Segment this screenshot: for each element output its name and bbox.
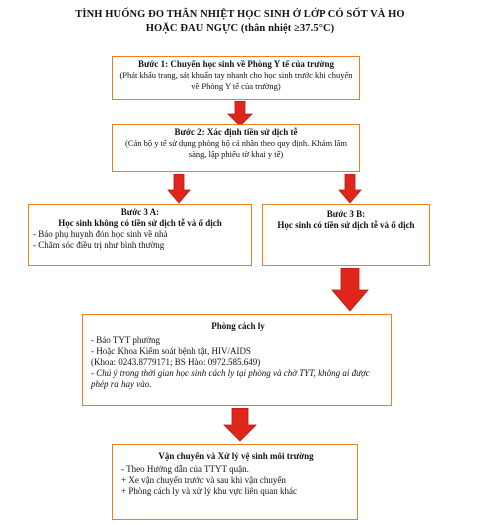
title-line-1: TÌNH HUỐNG ĐO THÂN NHIỆT HỌC SINH Ở LỚP CÓ SỐT VÀ HO	[75, 9, 405, 20]
arrow-isolation-to-transport	[223, 408, 257, 442]
step-3a-item-1: - Báo phụ huynh đón học sinh về nhà	[33, 229, 168, 239]
isolation-item-3: (Khoa: 0243.8779171; BS Hào: 0972.585.649)	[91, 357, 261, 367]
step-3a-heading-2: Học sinh không có tiền sử dịch tễ và ổ dịch	[58, 218, 222, 228]
step-3a-heading-1: Bước 3 A:	[120, 207, 160, 217]
isolation-room-box	[82, 314, 392, 406]
isolation-item-1: - Báo TYT phường	[91, 335, 161, 345]
arrow-step2-to-step3b	[338, 174, 362, 204]
step-3b-box	[262, 204, 430, 266]
isolation-heading: Phòng cách ly	[211, 321, 265, 331]
arrow-step2-to-step3a	[167, 174, 191, 204]
transport-heading: Vận chuyển và Xử lý vệ sinh môi trường	[158, 451, 314, 461]
arrow-step3b-to-isolation	[331, 268, 369, 312]
title-line-2: HOẶC ĐAU NGỰC (thân nhiệt ≥37.5°C)	[145, 23, 335, 34]
transport-item-1: - Theo Hướng dẫn của TTYT quận.	[121, 464, 249, 474]
transport-hygiene-box	[112, 444, 358, 520]
step-2-body: (Cán bộ y tế sử dụng phòng hộ cá nhân theo quy định. Khám lâm sàng, lập phiếu tờ khai y tế)	[124, 138, 348, 159]
step-1-body: (Phát khẩu trang, sát khuẩn tay nhanh cho học sinh trước khi chuyển về Phòng Y tế của trường)	[119, 70, 353, 91]
diagram-title	[0, 8, 480, 36]
step-1-box	[112, 56, 360, 100]
step-3a-box	[28, 204, 252, 266]
isolation-item-2: - Hoặc Khoa Kiểm soát bệnh tật, HIV/AIDS	[91, 346, 251, 356]
transport-item-2: + Xe vận chuyển trước và sau khi vận chuyển	[121, 475, 286, 485]
step-3b-heading-1: Bước 3 B:	[326, 209, 366, 219]
step-3a-item-2: - Chăm sóc điều trị như bình thường	[33, 240, 165, 250]
step-1-heading: Bước 1: Chuyển học sinh về Phòng Y tế của trường	[137, 59, 335, 69]
step-2-heading: Bước 2: Xác định tiền sử dịch tễ	[174, 127, 298, 137]
step-2-box	[112, 124, 360, 172]
isolation-note: - Chú ý trong thời gian học sinh cách ly tại phòng và chờ TYT, không ai được phép ra hay vào.	[91, 368, 370, 389]
step-3b-heading-2: Học sinh có tiền sử dịch tễ và ổ dịch	[277, 220, 415, 230]
transport-item-3: + Phòng cách ly và xử lý khu vực liên quan khác	[121, 486, 298, 496]
